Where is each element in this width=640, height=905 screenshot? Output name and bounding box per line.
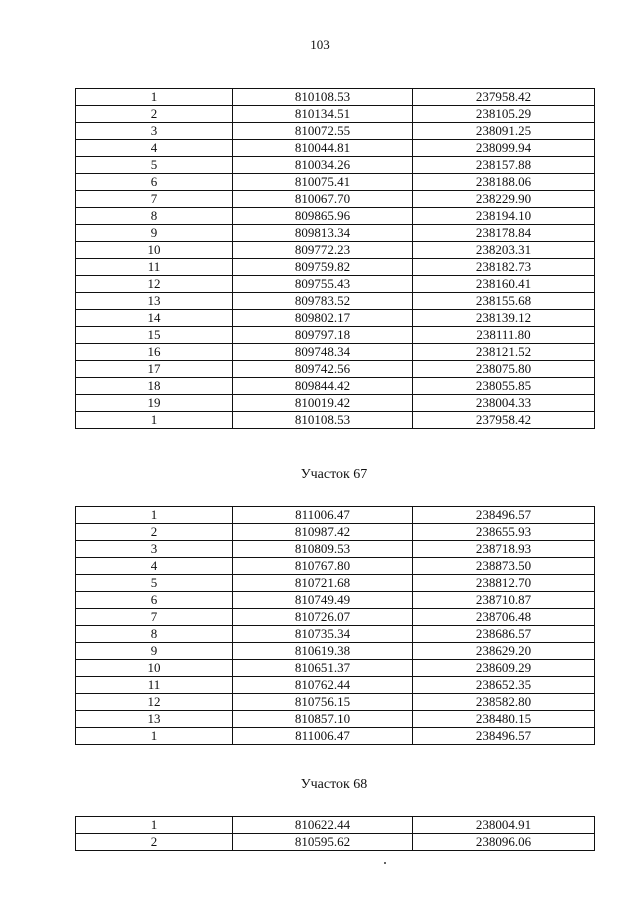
y-coordinate-cell: 238496.57 (413, 507, 595, 524)
point-number-cell: 4 (76, 558, 233, 575)
x-coordinate-cell: 809865.96 (233, 208, 413, 225)
x-coordinate-cell: 809783.52 (233, 293, 413, 310)
point-number-cell: 10 (76, 660, 233, 677)
x-coordinate-cell: 810721.68 (233, 575, 413, 592)
x-coordinate-cell: 809813.34 (233, 225, 413, 242)
table-row (76, 361, 595, 378)
table-row (76, 660, 595, 677)
table-row (76, 412, 595, 429)
table-row (76, 507, 595, 524)
y-coordinate-cell: 238629.20 (413, 643, 595, 660)
point-number-cell: 9 (76, 225, 233, 242)
x-coordinate-cell: 810108.53 (233, 412, 413, 429)
table-row (76, 728, 595, 745)
x-coordinate-cell: 810726.07 (233, 609, 413, 626)
point-number-cell: 1 (76, 507, 233, 524)
table-body (76, 507, 595, 745)
point-number-cell: 13 (76, 711, 233, 728)
table-row (76, 643, 595, 660)
point-number-cell: 1 (76, 728, 233, 745)
point-number-cell: 1 (76, 89, 233, 106)
y-coordinate-cell: 238075.80 (413, 361, 595, 378)
section-title-plot-68: Участок 68 (300, 777, 368, 792)
coordinates-table (75, 506, 595, 745)
x-coordinate-cell: 810134.51 (233, 106, 413, 123)
x-coordinate-cell: 810619.38 (233, 643, 413, 660)
table-row (76, 817, 595, 834)
table-row (76, 140, 595, 157)
table-row (76, 89, 595, 106)
x-coordinate-cell: 810987.42 (233, 524, 413, 541)
y-coordinate-cell: 238652.35 (413, 677, 595, 694)
coordinates-table (75, 88, 595, 429)
point-number-cell: 14 (76, 310, 233, 327)
point-number-cell: 17 (76, 361, 233, 378)
x-coordinate-cell: 810756.15 (233, 694, 413, 711)
point-number-cell: 5 (76, 575, 233, 592)
x-coordinate-cell: 810749.49 (233, 592, 413, 609)
x-coordinate-cell: 809742.56 (233, 361, 413, 378)
y-coordinate-cell: 238155.68 (413, 293, 595, 310)
y-coordinate-cell: 238178.84 (413, 225, 595, 242)
section-title-plot-67: Участок 67 (300, 467, 368, 482)
point-number-cell: 8 (76, 208, 233, 225)
point-number-cell: 16 (76, 344, 233, 361)
table-row (76, 310, 595, 327)
point-number-cell: 19 (76, 395, 233, 412)
x-coordinate-cell: 810651.37 (233, 660, 413, 677)
y-coordinate-cell: 238091.25 (413, 123, 595, 140)
x-coordinate-cell: 811006.47 (233, 507, 413, 524)
y-coordinate-cell: 238105.29 (413, 106, 595, 123)
table-row (76, 208, 595, 225)
x-coordinate-cell: 810072.55 (233, 123, 413, 140)
table-row (76, 344, 595, 361)
table-row (76, 378, 595, 395)
y-coordinate-cell: 238160.41 (413, 276, 595, 293)
y-coordinate-cell: 238686.57 (413, 626, 595, 643)
table-row (76, 558, 595, 575)
table-row (76, 677, 595, 694)
point-number-cell: 3 (76, 123, 233, 140)
point-number-cell: 15 (76, 327, 233, 344)
y-coordinate-cell: 238609.29 (413, 660, 595, 677)
point-number-cell: 1 (76, 817, 233, 834)
x-coordinate-cell: 809802.17 (233, 310, 413, 327)
point-number-cell: 10 (76, 242, 233, 259)
point-number-cell: 18 (76, 378, 233, 395)
point-number-cell: 12 (76, 276, 233, 293)
point-number-cell: 11 (76, 259, 233, 276)
x-coordinate-cell: 810108.53 (233, 89, 413, 106)
table-row (76, 609, 595, 626)
x-coordinate-cell: 809759.82 (233, 259, 413, 276)
x-coordinate-cell: 810067.70 (233, 191, 413, 208)
point-number-cell: 13 (76, 293, 233, 310)
y-coordinate-cell: 238099.94 (413, 140, 595, 157)
point-number-cell: 2 (76, 834, 233, 851)
y-coordinate-cell: 238812.70 (413, 575, 595, 592)
x-coordinate-cell: 809755.43 (233, 276, 413, 293)
table-row (76, 694, 595, 711)
x-coordinate-cell: 810809.53 (233, 541, 413, 558)
y-coordinate-cell: 238710.87 (413, 592, 595, 609)
y-coordinate-cell: 238182.73 (413, 259, 595, 276)
table-row (76, 174, 595, 191)
scan-speck (384, 862, 386, 864)
y-coordinate-cell: 238139.12 (413, 310, 595, 327)
table-row (76, 592, 595, 609)
point-number-cell: 8 (76, 626, 233, 643)
page-number: 103 (310, 37, 330, 52)
x-coordinate-cell: 810034.26 (233, 157, 413, 174)
y-coordinate-cell: 238582.80 (413, 694, 595, 711)
table-row (76, 276, 595, 293)
table-row (76, 575, 595, 592)
x-coordinate-cell: 809844.42 (233, 378, 413, 395)
y-coordinate-cell: 237958.42 (413, 89, 595, 106)
x-coordinate-cell: 810857.10 (233, 711, 413, 728)
y-coordinate-cell: 238655.93 (413, 524, 595, 541)
y-coordinate-cell: 238194.10 (413, 208, 595, 225)
x-coordinate-cell: 811006.47 (233, 728, 413, 745)
x-coordinate-cell: 810595.62 (233, 834, 413, 851)
table-row (76, 395, 595, 412)
table-row (76, 711, 595, 728)
x-coordinate-cell: 809772.23 (233, 242, 413, 259)
table-row (76, 327, 595, 344)
y-coordinate-cell: 238480.15 (413, 711, 595, 728)
x-coordinate-cell: 810767.80 (233, 558, 413, 575)
table-row (76, 225, 595, 242)
y-coordinate-cell: 238004.91 (413, 817, 595, 834)
table-row (76, 541, 595, 558)
point-number-cell: 3 (76, 541, 233, 558)
y-coordinate-cell: 238055.85 (413, 378, 595, 395)
table-row (76, 191, 595, 208)
point-number-cell: 2 (76, 524, 233, 541)
y-coordinate-cell: 237958.42 (413, 412, 595, 429)
x-coordinate-cell: 809797.18 (233, 327, 413, 344)
table-row (76, 106, 595, 123)
y-coordinate-cell: 238229.90 (413, 191, 595, 208)
point-number-cell: 6 (76, 174, 233, 191)
y-coordinate-cell: 238096.06 (413, 834, 595, 851)
table-row (76, 834, 595, 851)
y-coordinate-cell: 238718.93 (413, 541, 595, 558)
table-row (76, 259, 595, 276)
y-coordinate-cell: 238706.48 (413, 609, 595, 626)
y-coordinate-cell: 238111.80 (413, 327, 595, 344)
y-coordinate-cell: 238496.57 (413, 728, 595, 745)
table-row (76, 157, 595, 174)
table-row (76, 123, 595, 140)
x-coordinate-cell: 810622.44 (233, 817, 413, 834)
point-number-cell: 7 (76, 191, 233, 208)
point-number-cell: 4 (76, 140, 233, 157)
table-row (76, 293, 595, 310)
table-row (76, 242, 595, 259)
table-body (76, 89, 595, 429)
table-row (76, 626, 595, 643)
y-coordinate-cell: 238121.52 (413, 344, 595, 361)
table-row (76, 524, 595, 541)
coordinates-table (75, 816, 595, 851)
point-number-cell: 12 (76, 694, 233, 711)
y-coordinate-cell: 238004.33 (413, 395, 595, 412)
point-number-cell: 2 (76, 106, 233, 123)
x-coordinate-cell: 810735.34 (233, 626, 413, 643)
y-coordinate-cell: 238188.06 (413, 174, 595, 191)
point-number-cell: 11 (76, 677, 233, 694)
y-coordinate-cell: 238873.50 (413, 558, 595, 575)
x-coordinate-cell: 810762.44 (233, 677, 413, 694)
x-coordinate-cell: 810044.81 (233, 140, 413, 157)
x-coordinate-cell: 810019.42 (233, 395, 413, 412)
x-coordinate-cell: 810075.41 (233, 174, 413, 191)
point-number-cell: 5 (76, 157, 233, 174)
table-body (76, 817, 595, 851)
point-number-cell: 7 (76, 609, 233, 626)
point-number-cell: 9 (76, 643, 233, 660)
y-coordinate-cell: 238203.31 (413, 242, 595, 259)
point-number-cell: 6 (76, 592, 233, 609)
point-number-cell: 1 (76, 412, 233, 429)
y-coordinate-cell: 238157.88 (413, 157, 595, 174)
x-coordinate-cell: 809748.34 (233, 344, 413, 361)
